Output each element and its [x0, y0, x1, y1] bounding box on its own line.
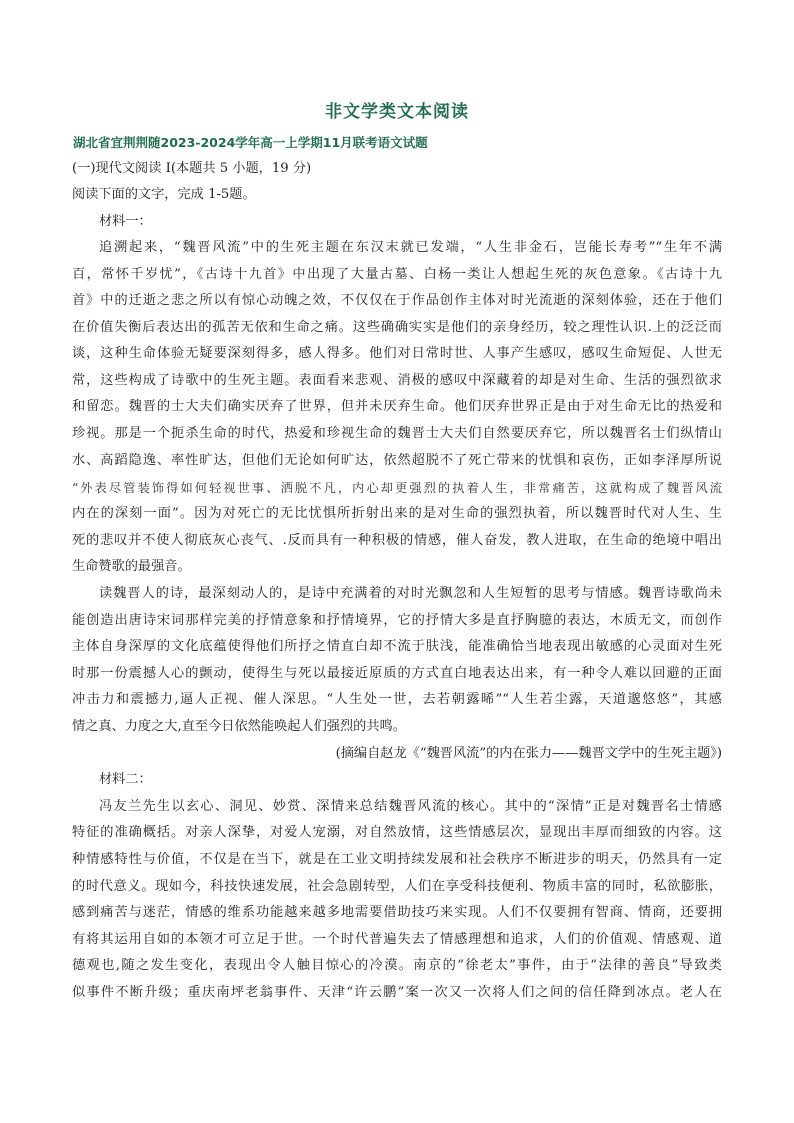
paragraph-line: 首》中的迁逝之悲之所以有惊心动魄之效，不仅仅在于作品创作主体对时光流逝的深刻体验，还在于他们 [72, 293, 722, 308]
paragraph-line: 种情感特性与价值，不仅是在当下，就是在工业文明持续发展和社会秩序不断进步的明天，仍然具有一定 [72, 852, 722, 867]
paragraph-line: 有将其运用自如的本领才可立足于世。一个时代普遍失去了情感理想和追求，人们的价值观、情感观、道 [72, 932, 722, 947]
paragraph-line: 在价值失衡后表达出的孤苦无依和生命之痛。这些确确实实是他们的亲身经历，较之理性认识.上的泛泛而 [72, 320, 722, 335]
section-heading: (一)现代文阅读 I(本题共 5 小题，19 分) [72, 161, 312, 176]
paragraph-line: 感到痛苦与迷茫，情感的维系功能越来越多地需要借助技巧来实现。人们不仅要拥有智商、情商，还要拥 [72, 905, 722, 920]
paragraph-line: 谈，这种生命体验无疑要深刻得多，感人得多。他们对日常时世、人事产生感叹，感叹生命短促、人世无 [72, 346, 722, 361]
paragraph-line: 的时代意义。现如今，科技快速发展，社会急剧转型，人们在享受科技便利、物质丰富的同时，私欲膨胀， [72, 879, 722, 894]
exam-source: 湖北省宜荆荆随2023-2024学年高一上学期11月联考语文试题 [73, 135, 428, 150]
paragraph-line: 死的悲叹并不使人彻底灰心丧气、.反而具有一种积极的情感，催人奋发，教人进取，在生命的绝境中唱出 [72, 533, 722, 548]
material-one-label: 材料一： [99, 214, 152, 229]
instruction-text: 阅读下面的文字，完成 1-5题。 [72, 187, 256, 202]
paragraph-line: 冲击力和震撼力,逼人正视、催人深思。“人生处一世，去若朝露晞”“人生若尘露，天道邈悠悠”，其感 [72, 692, 722, 707]
paragraph-line: 能创造出唐诗宋词那样完美的抒情意象和抒情境界，它的抒情大多是直抒胸臆的表达，木质无文，而创作 [72, 613, 722, 628]
paragraph-line: 常，这些构成了诗歌中的生死主题。表面看来悲观、消极的感叹中深藏着的却是对生命、生活的强烈欲求 [72, 373, 722, 388]
paragraph-line: 水、高蹈隐逸、率性旷达，但他们无论如何旷达，依然超脱不了死亡带来的忧惧和哀伤，正如李泽厚所说 [72, 453, 722, 468]
paragraph-line: 似事件不断升级；重庆南坪老翁事件、天津“许云鹏”案一次又一次将人们之间的信任降到冰点。老人在 [72, 985, 722, 1000]
paragraph-line: 读魏晋人的诗，最深刻动人的，是诗中充满着的对时光飘忽和人生短暂的思考与情感。魏晋诗歌尚未 [99, 586, 722, 601]
paragraph-line: 追溯起来，“魏晋风流”中的生死主题在东汉末就已发端，“人生非金石，岂能长寿考”“生年不满 [99, 240, 722, 255]
material-two-label: 材料二： [99, 772, 152, 787]
paragraph-line: 冯友兰先生以玄心、洞见、妙赏、深情来总结魏晋风流的核心。其中的“深情”正是对魏晋名士情感 [99, 799, 722, 814]
paragraph-line: 特征的准确概括。对亲人深挚，对爱人宠溺，对自然放情，这些情感层次，显现出丰厚而细致的内容。这 [72, 825, 722, 840]
quote-line: “外表尽管装饰得如何轻视世事、洒脱不凡，内心却更强烈的执着人生，非常痛苦，这就构成了魏晋风流 [72, 481, 722, 495]
paragraph-line: 和留恋。魏晋的士大夫们确实厌弃了世界，但并未厌弃生命。他们厌弃世界正是由于对生命无比的热爱和 [72, 399, 722, 414]
paragraph-line: 百，常怀千岁忧”，《古诗十九首》中出现了大量古墓、白杨一类让人想起生死的灰色意象。《古诗十九 [72, 267, 722, 282]
paragraph-line: 生命赞歌的最强音。 [72, 559, 191, 574]
paragraph-line: 时那一份震撼人心的颤动，使得生与死以最接近原质的方式直白地表达出来，有一种令人难以回避的正面 [72, 666, 722, 681]
paragraph-line: 德观也,随之发生变化，表现出令人触目惊心的冷漠。南京的“徐老太”事件，由于“法律的善良”导致类 [72, 958, 722, 973]
paragraph-line: 主体自身深厚的文化底蕴使得他们所抒之情直白却不流于肤浅，能准确恰当地表现出敏感的心灵面对生死 [72, 639, 722, 654]
paragraph-line: 内在的深刻一面”。因为对死亡的无比忧惧所折射出来的是对生命的强烈执着，所以魏晋时代对人生、生 [72, 506, 722, 521]
paragraph-line: 珍视。那是一个扼杀生命的时代，热爱和珍视生命的魏晋士大夫们自然要厌弃它，所以魏晋名士们纵情山 [72, 426, 722, 441]
paragraph-line: 情之真、力度之大,直至今日依然能唤起人们强烈的共鸣。 [72, 719, 406, 734]
page-title: 非文学类文本阅读 [325, 102, 469, 122]
source-citation: (摘编自赵龙《“魏晋风流”的内在张力——魏晋文学中的生死主题》) [335, 746, 722, 761]
